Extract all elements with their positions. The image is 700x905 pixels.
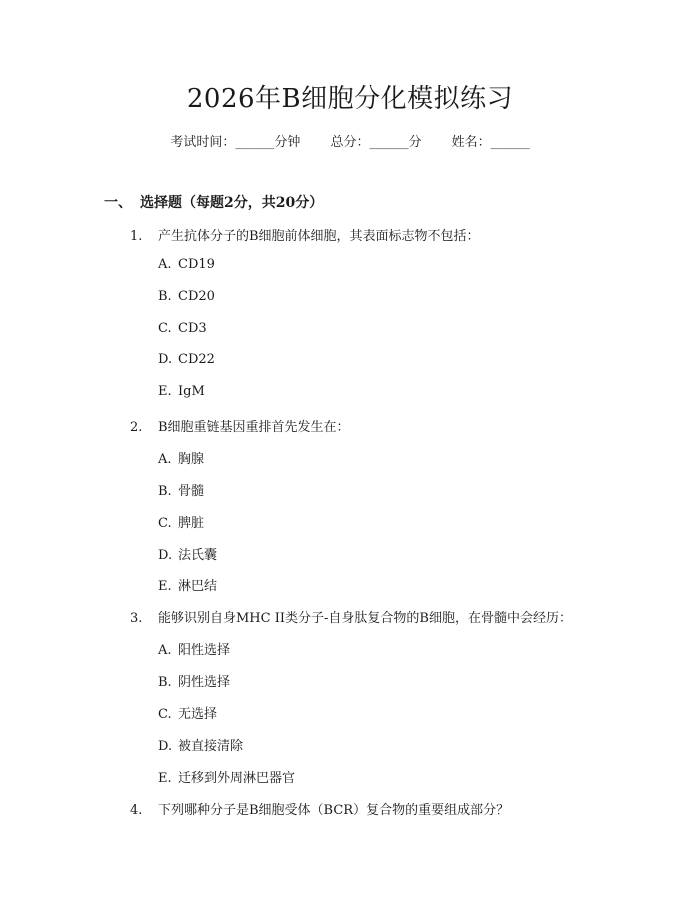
question-2 — [130, 416, 350, 435]
q1-option-d — [158, 352, 215, 367]
q2-option-a — [158, 448, 204, 467]
section-heading — [104, 192, 323, 212]
page-title: 2026年B细胞分化模拟练习 — [186, 84, 514, 114]
question-text: 下列哪种分子是B细胞受体（BCR）复合物的重要组成部分？ — [158, 803, 510, 818]
question-number: 4. — [130, 803, 143, 818]
section-title: 选择题（每题2分，共20分） — [140, 195, 324, 211]
option-text: CD3 — [178, 321, 207, 336]
option-letter: B. — [158, 484, 172, 499]
option-text: CD20 — [178, 289, 215, 304]
option-letter: C. — [158, 516, 172, 531]
option-letter: A. — [158, 452, 172, 467]
option-letter: D. — [158, 548, 173, 563]
option-text: CD22 — [178, 352, 215, 367]
option-text: 阳性选择 — [178, 643, 231, 658]
q2-option-c — [158, 512, 204, 531]
option-text: 法氏囊 — [178, 548, 218, 563]
question-text: 产生抗体分子的B细胞前体细胞，其表面标志物不包括： — [158, 229, 480, 244]
student-name-field: 姓名：______ — [451, 135, 530, 150]
section-number: 一、 — [104, 195, 132, 211]
option-letter: C. — [158, 707, 172, 722]
question-text: B细胞重链基因重排首先发生在： — [158, 420, 350, 435]
option-text: 脾脏 — [178, 516, 205, 531]
option-text: 迁移到外周淋巴器官 — [178, 771, 296, 786]
q3-option-c — [158, 703, 217, 722]
q3-option-a — [158, 639, 230, 658]
option-text: 阴性选择 — [178, 675, 231, 690]
q2-option-e — [158, 575, 217, 594]
option-letter: D. — [158, 739, 173, 754]
option-text: 骨髓 — [178, 484, 205, 499]
option-letter: C. — [158, 321, 172, 336]
option-text: 淋巴结 — [178, 579, 218, 594]
exam-time-field: 考试时间：______分钟 — [170, 135, 301, 150]
total-score-field: 总分：______分 — [330, 135, 422, 150]
q1-option-c — [158, 321, 207, 336]
option-text: IgM — [178, 384, 205, 399]
option-letter: B. — [158, 289, 172, 304]
option-letter: A. — [158, 257, 172, 272]
question-number: 3. — [130, 611, 143, 626]
exam-meta — [0, 131, 700, 150]
q3-option-d — [158, 735, 243, 754]
option-text: 被直接清除 — [178, 739, 244, 754]
q1-option-a — [158, 257, 215, 272]
option-text: CD19 — [178, 257, 215, 272]
option-letter: B. — [158, 675, 172, 690]
option-letter: E. — [158, 384, 172, 399]
option-letter: E. — [158, 771, 172, 786]
option-text: 胸腺 — [178, 452, 205, 467]
q1-option-e — [158, 384, 205, 399]
q3-option-e — [158, 767, 295, 786]
q1-option-b — [158, 289, 215, 304]
question-number: 2. — [130, 420, 143, 435]
question-number: 1. — [130, 229, 143, 244]
question-4 — [130, 799, 509, 818]
q3-option-b — [158, 671, 230, 690]
option-letter: E. — [158, 579, 172, 594]
question-3 — [130, 607, 572, 626]
option-letter: D. — [158, 352, 173, 367]
question-text: 能够识别自身MHC II类分子-自身肽复合物的B细胞，在骨髓中会经历： — [158, 611, 572, 626]
question-1 — [130, 225, 480, 244]
option-text: 无选择 — [178, 707, 218, 722]
option-letter: A. — [158, 643, 172, 658]
q2-option-d — [158, 544, 217, 563]
q2-option-b — [158, 480, 204, 499]
